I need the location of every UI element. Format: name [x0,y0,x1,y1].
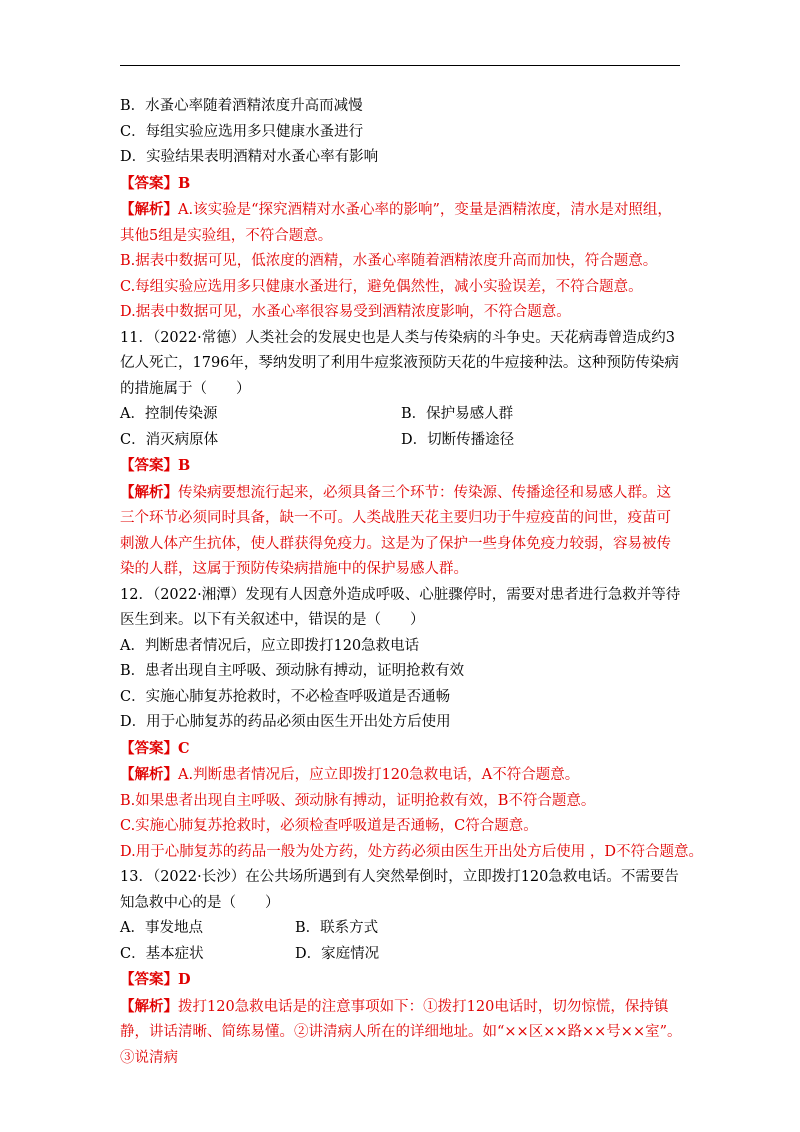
question-number: 11． [120,329,153,346]
option-c: C．基本症状 [120,945,204,962]
analysis-tag: 【解析】 [120,997,178,1015]
option-b: B．联系方式 [295,920,379,936]
option-d: D．用于心肺复苏的药品必须由医生开出处方后使用 [120,714,451,730]
header-rule [120,65,680,66]
option-b: B．水蚤心率随着酒精浓度升高而减慢 [120,98,363,114]
option-b: B．保护易感人群 [401,406,514,422]
option-c: C．消灭病原体 [120,431,219,448]
option-a: A．控制传染源 [120,406,218,422]
analysis-line: C.实施心肺复苏抢救时，必须检查呼吸道是否通畅，C符合题意。 [120,818,538,834]
answer-value: B [178,174,191,192]
answer-tag: 【答案】 [120,971,178,988]
analysis-line: B.如果患者出现自主呼吸、颈动脉有搏动，证明抢救有效，B不符合题意。 [120,792,596,809]
answer-value: C [178,739,190,757]
answer-tag: 【答案】 [120,739,178,757]
page-content [120,94,703,1071]
analysis-text: A.判断患者情况后，应立即拨打120急救电话，A不符合题意。 [178,767,580,783]
analysis-tag: 【解析】 [120,766,178,783]
question-number: 13． [120,869,153,885]
question-text: （2022·长沙）在公共场所遇到有人突然晕倒时，立即拨打120急救电话。不需要告知急救中心的是（ ） [120,869,679,911]
option-b: B．患者出现自主呼吸、颈动脉有搏动，证明抢救有效 [120,663,465,679]
analysis-line [120,197,682,249]
analysis-text: 传染病要想流行起来，必须具备三个环节：传染源、传播途径和易感人群。这三个环节必须同时具备，缺一不可。人类战胜天花主要归功于牛痘疫苗的问世，疫苗可刺激人体产生抗体，使人群获得免疫力。这是为了保护一些身体免疫力较弱，容易被传染的人群，这属于预防传染病措施中的保护易感人群。 [120,484,671,577]
answer-value: B [178,457,191,474]
analysis-line [120,994,682,1072]
option-c: C．实施心肺复苏抢救时，不必检查呼吸道是否通畅 [120,688,451,705]
option-c: C．每组实验应选用多只健康水蚤进行 [120,123,364,140]
option-a: A．判断患者情况后，应立即拨打120急救电话 [120,637,420,654]
option-a: A．事发地点 [120,920,203,936]
answer-tag: 【答案】 [120,457,178,474]
question-number: 12． [120,586,153,603]
option-d: D．家庭情况 [295,945,380,962]
answer-line [120,967,682,994]
option-d: D．实验结果表明酒精对水蚤心率有影响 [120,149,379,165]
question-12-stem [120,583,682,634]
answer-line [120,736,682,763]
question-text: （2022·湘潭）发现有人因意外造成呼吸、心脏骤停时，需要对患者进行急救并等待医生到来。以下有关叙述中，错误的是（ ） [120,586,681,628]
question-11-stem [120,326,682,403]
question-13-options-row [120,916,682,942]
analysis-line: D.用于心肺复苏的药品一般为处方药，处方药必须由医生开出处方后使用 ，D不符合题意。 [120,843,703,860]
analysis-text: A.该实验是“探究酒精对水蚤心率的影响”，变量是酒精浓度，清水是对照组，其他5组是实验组，不符合题意。 [120,202,672,244]
analysis-tag: 【解析】 [120,201,178,218]
analysis-line: B.据表中数据可见，低浓度的酒精，水蚤心率随着酒精浓度升高而加快，符合题意。 [120,253,658,269]
answer-line [120,453,682,480]
answer-tag: 【答案】 [120,174,178,192]
question-11-options-row [120,428,682,454]
option-d: D．切断传播途径 [401,431,515,448]
analysis-line: D.据表中数据可见，水蚤心率很容易受到酒精浓度影响，不符合题意。 [120,304,571,320]
question-text: （2022·常德）人类社会的发展史也是人类与传染病的斗争史。天花病毒曾造成约3亿人死亡，1796年，琴纳发明了利用牛痘浆液预防天花的牛痘接种法。这种预防传染病的措施属于（ ） [120,329,679,397]
answer-value: D [178,971,191,988]
analysis-line [120,762,682,789]
question-11-options-row [120,402,682,428]
analysis-line: C.每组实验应选用多只健康水蚤进行，避免偶然性，减小实验误差，不符合题意。 [120,278,643,295]
analysis-text: 拨打120急救电话是的注意事项如下：①拨打120电话时，切勿惊慌，保持镇静，讲话清晰、简练易懂。②讲清病人所在的详细地址。如“××区××路××号××室”。③说清病 [120,998,682,1066]
question-13-options-row [120,942,682,968]
question-13-stem [120,865,682,916]
analysis-tag: 【解析】 [120,483,178,501]
answer-line [120,171,682,198]
analysis-line [120,480,682,583]
